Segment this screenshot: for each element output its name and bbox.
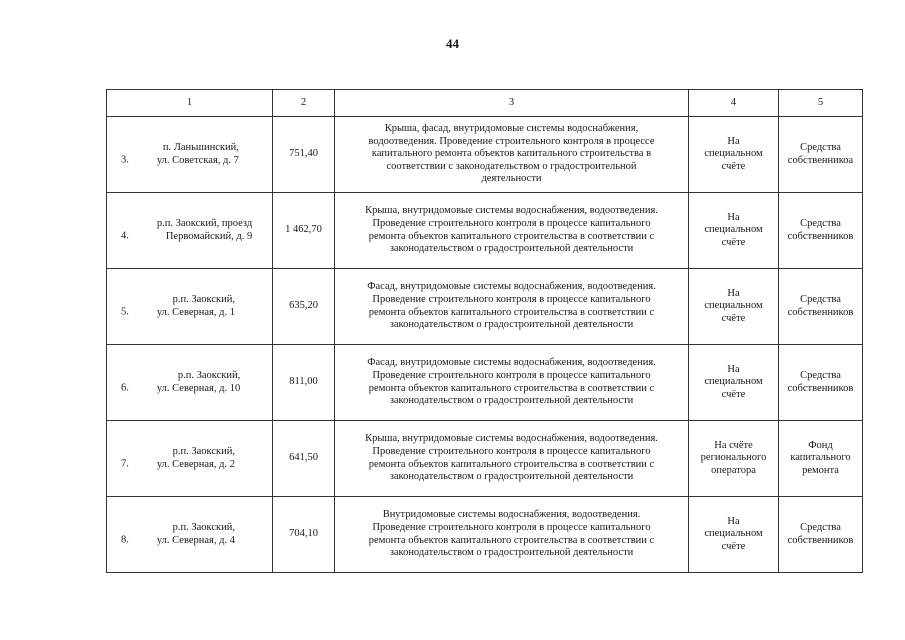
row-number: 6. bbox=[121, 382, 129, 394]
table-row bbox=[107, 345, 863, 421]
text-line: ул. Северная, д. 1 bbox=[156, 306, 235, 318]
text-line: счёте bbox=[721, 236, 746, 248]
area-cell: 751,40 bbox=[273, 117, 335, 193]
account-cell bbox=[689, 269, 779, 345]
works-cell bbox=[335, 193, 689, 269]
text-line: ул. Советская, д. 7 bbox=[156, 154, 239, 166]
column-number-header-row bbox=[107, 90, 863, 117]
works-cell bbox=[335, 497, 689, 573]
text-line: ремонта объектов капитального строительства в соответствии с bbox=[368, 534, 655, 546]
funding-source-cell bbox=[779, 117, 863, 193]
funding-source-cell bbox=[779, 421, 863, 497]
text-line: р.п. Заокский, bbox=[172, 521, 235, 533]
row-number: 8. bbox=[121, 534, 129, 546]
building-address bbox=[157, 446, 235, 471]
text-line: собственников bbox=[787, 382, 854, 394]
column-header-1: 1 bbox=[107, 90, 273, 117]
text-line: Первомайский, д. 9 bbox=[165, 230, 253, 242]
building-address bbox=[157, 218, 252, 243]
text-line: ул. Северная, д. 2 bbox=[156, 458, 235, 470]
address-cell bbox=[107, 117, 273, 193]
text-line: капитального bbox=[790, 452, 851, 464]
text-line: специальном bbox=[704, 376, 763, 388]
text-line: р.п. Заокский, bbox=[172, 445, 235, 457]
text-line: водоотведения. Проведение строительного контроля в процессе bbox=[368, 135, 655, 147]
works-cell bbox=[335, 345, 689, 421]
text-line: счёте bbox=[721, 388, 746, 400]
text-line: законодательством о градостроительной деятельности bbox=[389, 547, 634, 559]
text-line: деятельности bbox=[481, 173, 542, 185]
building-address bbox=[157, 294, 235, 319]
funding-source-cell bbox=[779, 269, 863, 345]
text-line: Средства bbox=[800, 521, 841, 533]
works-cell bbox=[335, 117, 689, 193]
text-line: На bbox=[727, 287, 740, 299]
table-row bbox=[107, 421, 863, 497]
text-line: ремонта объектов капитального строительства в соответствии с bbox=[368, 382, 655, 394]
text-line: ул. Северная, д. 10 bbox=[156, 382, 241, 394]
text-line: Средства bbox=[800, 369, 841, 381]
address-cell bbox=[107, 421, 273, 497]
table-row bbox=[107, 193, 863, 269]
address-cell bbox=[107, 345, 273, 421]
text-line: На bbox=[727, 363, 740, 375]
column-header-2: 2 bbox=[273, 90, 335, 117]
address-cell bbox=[107, 269, 273, 345]
text-line: специальном bbox=[704, 224, 763, 236]
text-line: ремонта объектов капитального строительства в соответствии с bbox=[368, 306, 655, 318]
text-line: собственников bbox=[787, 534, 854, 546]
text-line: специальном bbox=[704, 300, 763, 312]
text-line: Фасад, внутридомовые системы водоснабжения, водоотведения. bbox=[367, 281, 656, 293]
text-line: капитального ремонта объектов капитального строительства в bbox=[371, 148, 652, 160]
column-header-5: 5 bbox=[779, 90, 863, 117]
text-line: собственников bbox=[787, 306, 854, 318]
text-line: Проведение строительного контроля в процессе капитального bbox=[372, 521, 651, 533]
column-header-3: 3 bbox=[335, 90, 689, 117]
text-line: На счёте bbox=[714, 439, 753, 451]
text-line: На bbox=[727, 515, 740, 527]
table-row bbox=[107, 497, 863, 573]
text-line: оператора bbox=[711, 464, 756, 476]
text-line: счёте bbox=[721, 312, 746, 324]
works-cell bbox=[335, 269, 689, 345]
text-line: счёте bbox=[721, 160, 746, 172]
text-line: Средства bbox=[800, 141, 841, 153]
text-line: законодательством о градостроительной деятельности bbox=[389, 319, 634, 331]
text-line: р.п. Заокский, проезд bbox=[156, 217, 253, 229]
text-line: Фасад, внутридомовые системы водоснабжения, водоотведения. bbox=[367, 357, 656, 369]
row-number: 4. bbox=[121, 230, 129, 242]
text-line: На bbox=[727, 211, 740, 223]
text-line: счёте bbox=[721, 540, 746, 552]
funding-source-cell bbox=[779, 193, 863, 269]
account-cell bbox=[689, 345, 779, 421]
row-number: 5. bbox=[121, 306, 129, 318]
text-line: ул. Северная, д. 4 bbox=[156, 534, 235, 546]
account-cell bbox=[689, 421, 779, 497]
text-line: ремонта объектов капитального строительства в соответствии с bbox=[368, 458, 655, 470]
text-line: Крыша, внутридомовые системы водоснабжения, водоотведения. bbox=[365, 433, 658, 445]
area-cell: 641,50 bbox=[273, 421, 335, 497]
table-row bbox=[107, 269, 863, 345]
works-cell bbox=[335, 421, 689, 497]
text-line: Фонд bbox=[808, 439, 833, 451]
address-cell bbox=[107, 193, 273, 269]
text-line: р.п. Заокский, bbox=[172, 293, 235, 305]
text-line: законодательством о градостроительной деятельности bbox=[389, 395, 634, 407]
address-cell bbox=[107, 497, 273, 573]
column-header-4: 4 bbox=[689, 90, 779, 117]
text-line: Проведение строительного контроля в процессе капитального bbox=[372, 445, 651, 457]
row-number: 3. bbox=[121, 154, 129, 166]
text-line: соответствии с законодательством о градостроительной bbox=[386, 160, 637, 172]
area-cell: 635,20 bbox=[273, 269, 335, 345]
text-line: Крыша, фасад, внутридомовые системы водоснабжения, bbox=[384, 123, 639, 135]
account-cell bbox=[689, 497, 779, 573]
text-line: Внутридомовые системы водоснабжения, водоотведения. bbox=[382, 509, 641, 521]
text-line: п. Ланьшинский, bbox=[162, 141, 239, 153]
text-line: Средства bbox=[800, 217, 841, 229]
area-cell: 811,00 bbox=[273, 345, 335, 421]
building-address bbox=[157, 142, 239, 167]
repair-program-table bbox=[106, 89, 863, 573]
funding-source-cell bbox=[779, 497, 863, 573]
text-line: собственников bbox=[787, 230, 854, 242]
text-line: Средства bbox=[800, 293, 841, 305]
table-row bbox=[107, 117, 863, 193]
text-line: ремонта объектов капитального строительства в соответствии с bbox=[368, 230, 655, 242]
text-line: На bbox=[727, 135, 740, 147]
text-line: законодательством о градостроительной деятельности bbox=[389, 471, 634, 483]
row-number: 7. bbox=[121, 458, 129, 470]
page-number: 44 bbox=[446, 36, 459, 51]
text-line: регионального bbox=[700, 452, 767, 464]
text-line: собственникоа bbox=[787, 154, 854, 166]
text-line: р.п. Заокский, bbox=[177, 369, 241, 381]
account-cell bbox=[689, 117, 779, 193]
text-line: законодательством о градостроительной деятельности bbox=[389, 243, 634, 255]
text-line: Проведение строительного контроля в процессе капитального bbox=[372, 293, 651, 305]
text-line: Проведение строительного контроля в процессе капитального bbox=[372, 217, 651, 229]
text-line: специальном bbox=[704, 148, 763, 160]
area-cell: 1 462,70 bbox=[273, 193, 335, 269]
funding-source-cell bbox=[779, 345, 863, 421]
text-line: ремонта bbox=[802, 464, 839, 476]
area-cell: 704,10 bbox=[273, 497, 335, 573]
text-line: специальном bbox=[704, 528, 763, 540]
text-line: Крыша, внутридомовые системы водоснабжения, водоотведения. bbox=[365, 205, 658, 217]
building-address bbox=[157, 370, 240, 395]
text-line: Проведение строительного контроля в процессе капитального bbox=[372, 369, 651, 381]
building-address bbox=[157, 522, 235, 547]
account-cell bbox=[689, 193, 779, 269]
